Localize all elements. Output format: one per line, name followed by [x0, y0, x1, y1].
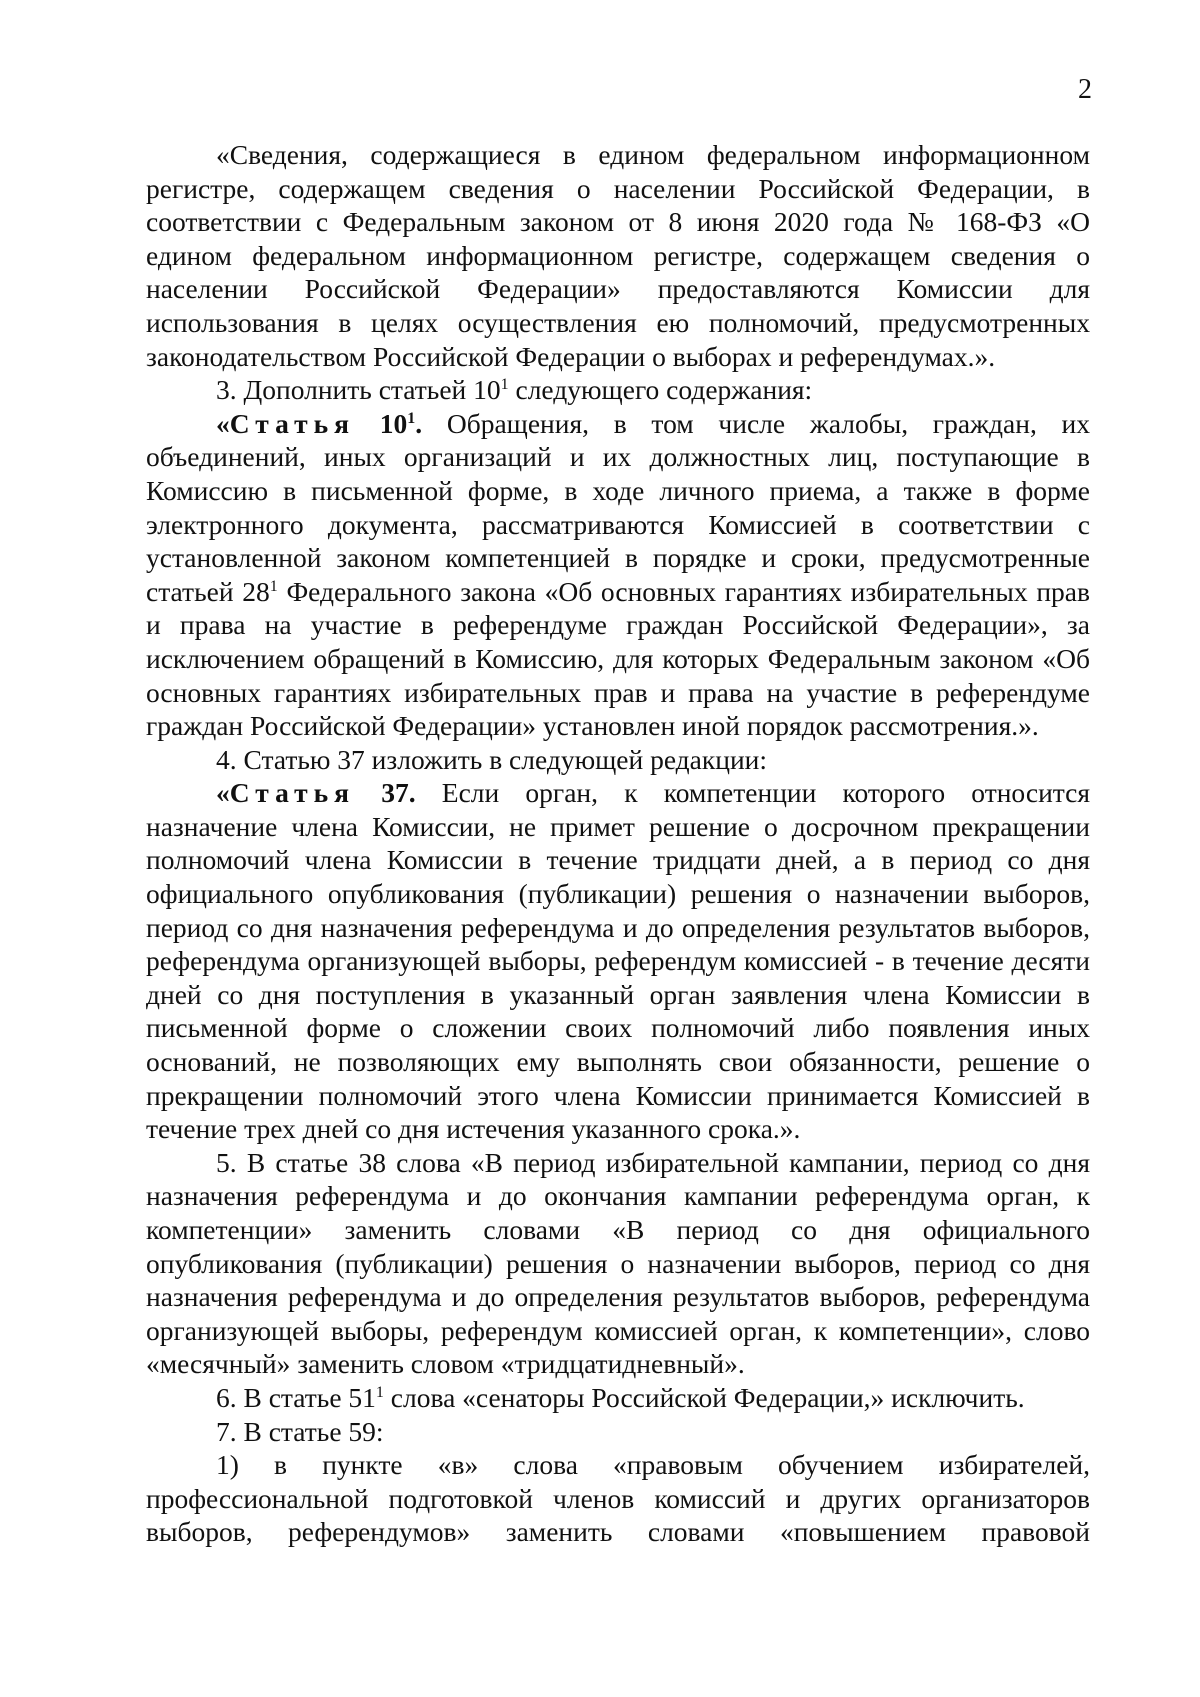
item-3-text-after: следующего содержания: — [508, 374, 813, 406]
item-6-superscript: 1 — [375, 1383, 384, 1401]
article-10-1-superscript: 1 — [407, 409, 416, 427]
article-10-1-open-quote: « — [216, 407, 230, 439]
paragraph-subitem-1: 1) в пункте «в» слова «правовым обучением избирателей, профессиональной подготовкой членов комиссий и других организаторов выборов, референдумов» заменить словами «повышением правовой — [146, 1449, 1090, 1548]
item-3-text-before: 3. Дополнить статьей 10 — [216, 374, 501, 406]
paragraph-item-7: 7. В статье 59: — [216, 1415, 384, 1447]
article-10-1-number: 10 — [355, 407, 408, 439]
paragraph-item-3 — [146, 373, 1090, 407]
item-6-text-after: слова «сенаторы Российской Федерации,» исключить. — [383, 1381, 1025, 1413]
paragraph-item-5: 5. В статье 38 слова «В период избирательной кампании, период со дня назначения референдума и до окончания кампании референдума орган, к компетенции» заменить словами «В период со дня официального опубликования (публикации) решения о назначении выборов, период со дня назначения референдума и до определения результатов выборов, референдума организующей выборы, референдум комиссией орган, к компетенции», слово «месячный» заменить словом «тридцатидневный». — [146, 1146, 1090, 1380]
article-37-keyword: Статья — [229, 777, 356, 809]
article-37-open-quote: « — [216, 777, 230, 809]
article-37-number: 37. — [355, 777, 416, 809]
article-28-1-superscript: 1 — [269, 577, 278, 595]
article-37-text: Если орган, к компетенции которого относится назначение члена Комиссии, не примет решение о досрочном прекращении полномочий члена Комиссии в течение тридцати дней, а в период со дня официального опубликования (публикации) решения о назначении выборов, период со дня назначения референдума и до определения результатов выборов, референдума организующей выборы, референдум комиссией - в течение десяти дней со дня поступления в указанный орган заявления члена Комиссии в письменной форме о сложении своих полномочий либо появления иных оснований, не позволяющих ему выполнять свои обязанности, решение о прекращении полномочий этого члена Комиссии принимается Комиссией в течение трех дней со дня истечения указанного срока.». — [146, 777, 1090, 1145]
document-body — [146, 138, 1090, 1549]
article-10-1-text-a: Обращения, в том числе жалобы, граждан, их объединений, иных организаций и их должностных лиц, поступающие в Комиссию в письменной форме, в ходе личного приема, а также в форме электронного документа, рассматриваются Комиссией в соответствии с установленной законом компетенцией в порядке и сроки, предусмотренные статьей 28 — [146, 407, 1090, 607]
item-6-text-before: 6. В статье 51 — [216, 1381, 376, 1413]
paragraph-item-6 — [146, 1381, 1090, 1415]
paragraph-article-10-1 — [146, 407, 1090, 743]
article-10-1-text-b: Федерального закона «Об основных гарантиях избирательных прав и права на участие в референдуме граждан Российской Федерации», за исключением обращений в Комиссию, для которых Федеральным законом «Об основных гарантиях избирательных прав и права на участие в референдуме граждан Российской Федерации» установлен иной порядок рассмотрения.». — [146, 575, 1090, 742]
article-10-1-period: . — [415, 407, 423, 439]
paragraph-item-4: 4. Статью 37 изложить в следующей редакции: — [216, 743, 768, 775]
paragraph-registry-info: «Сведения, содержащиеся в едином федеральном информационном регистре, содержащем сведения о населении Российской Федерации, в соответствии с Федеральным законом от 8 июня 2020 года № 168-ФЗ «О едином федеральном информационном регистре, содержащем сведения о населении Российской Федерации» предоставляются Комиссии для использования в целях осуществления ею полномочий, предусмотренных законодательством Российской Федерации о выборах и референдумах.». — [146, 139, 1090, 372]
item-3-superscript: 1 — [500, 376, 509, 394]
article-10-1-keyword: Статья — [229, 407, 356, 439]
page-number: 2 — [1078, 74, 1092, 105]
paragraph-article-37 — [146, 776, 1090, 1146]
